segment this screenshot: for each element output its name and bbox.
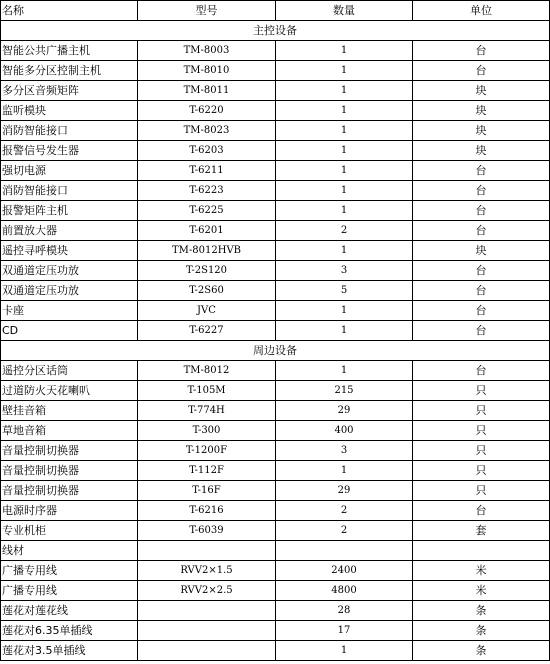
- cell-model: T-1200F: [138, 441, 276, 461]
- cell-name: 双通道定压功放: [1, 261, 138, 281]
- cell-model: RVV2×2.5: [138, 581, 276, 601]
- table-row: [1, 41, 550, 61]
- cell-qty: 2: [276, 521, 413, 541]
- table-row: [1, 101, 550, 121]
- cell-name: 莲花对6.35单插线: [1, 621, 138, 641]
- cell-name: 电源时序器: [1, 501, 138, 521]
- cell-qty: 1: [276, 61, 413, 81]
- section-row: [1, 341, 550, 361]
- table-row: [1, 161, 550, 181]
- table-row: [1, 381, 550, 401]
- cell-model: T-112F: [138, 461, 276, 481]
- cell-unit: 台: [413, 321, 550, 341]
- cell-model: TM-8003: [138, 41, 276, 61]
- section-row: [1, 21, 550, 41]
- cell-model: [138, 541, 276, 561]
- cell-name: 报警矩阵主机: [1, 201, 138, 221]
- cell-qty: 1: [276, 141, 413, 161]
- cell-model: TM-8010: [138, 61, 276, 81]
- cell-name: 广播专用线: [1, 581, 138, 601]
- table-row: [1, 601, 550, 621]
- cell-qty: 1: [276, 101, 413, 121]
- cell-model: T-105M: [138, 381, 276, 401]
- cell-unit: 只: [413, 481, 550, 501]
- cell-unit: 台: [413, 41, 550, 61]
- cell-model: T-6211: [138, 161, 276, 181]
- cell-model: T-2S120: [138, 261, 276, 281]
- cell-unit: 条: [413, 601, 550, 621]
- cell-qty: 1: [276, 241, 413, 261]
- cell-qty: 17: [276, 621, 413, 641]
- cell-model: T-6227: [138, 321, 276, 341]
- cell-unit: 台: [413, 361, 550, 381]
- cell-unit: 块: [413, 81, 550, 101]
- table-row: [1, 581, 550, 601]
- cell-unit: 块: [413, 141, 550, 161]
- cell-qty: 1: [276, 301, 413, 321]
- table-row: [1, 441, 550, 461]
- table-row: [1, 181, 550, 201]
- cell-unit: 台: [413, 221, 550, 241]
- cell-name: 消防智能接口: [1, 181, 138, 201]
- table-row: [1, 521, 550, 541]
- cell-name: 遥控分区话筒: [1, 361, 138, 381]
- cell-name: 壁挂音箱: [1, 401, 138, 421]
- cell-qty: 1: [276, 181, 413, 201]
- cell-name: 音量控制切换器: [1, 441, 138, 461]
- cell-name: 强切电源: [1, 161, 138, 181]
- cell-qty: 215: [276, 381, 413, 401]
- table-row: [1, 121, 550, 141]
- section-title: 周边设备: [1, 341, 550, 361]
- header-qty: 数量: [276, 1, 413, 21]
- cell-name: CD: [1, 321, 138, 341]
- cell-model: [138, 641, 276, 661]
- cell-model: T-2S60: [138, 281, 276, 301]
- table-row: [1, 261, 550, 281]
- table-row: [1, 641, 550, 661]
- cell-model: T-6225: [138, 201, 276, 221]
- cell-unit: 条: [413, 641, 550, 661]
- cell-qty: 1: [276, 161, 413, 181]
- cell-unit: 米: [413, 561, 550, 581]
- header-name: 名称: [1, 1, 138, 21]
- cell-unit: 台: [413, 181, 550, 201]
- cell-qty: 1: [276, 321, 413, 341]
- cell-name: 音量控制切换器: [1, 461, 138, 481]
- cell-qty: 1: [276, 641, 413, 661]
- cell-name: 多分区音频矩阵: [1, 81, 138, 101]
- cell-qty: 2: [276, 221, 413, 241]
- cell-name: 广播专用线: [1, 561, 138, 581]
- cell-qty: 400: [276, 421, 413, 441]
- cell-name: 音量控制切换器: [1, 481, 138, 501]
- table-row: [1, 321, 550, 341]
- cell-model: T-16F: [138, 481, 276, 501]
- table-row: [1, 201, 550, 221]
- header-row: [1, 1, 550, 21]
- cell-model: RVV2×1.5: [138, 561, 276, 581]
- cell-name: 草地音箱: [1, 421, 138, 441]
- header-model: 型号: [138, 1, 276, 21]
- cell-unit: [413, 541, 550, 561]
- cell-unit: 只: [413, 441, 550, 461]
- cell-name: 线材: [1, 541, 138, 561]
- cell-name: 报警信号发生器: [1, 141, 138, 161]
- cell-unit: 台: [413, 261, 550, 281]
- cell-model: T-6203: [138, 141, 276, 161]
- cell-model: T-6039: [138, 521, 276, 541]
- cell-model: [138, 601, 276, 621]
- table-row: [1, 461, 550, 481]
- table-row: [1, 221, 550, 241]
- cell-qty: 1: [276, 81, 413, 101]
- table-row: [1, 541, 550, 561]
- cell-model: T-300: [138, 421, 276, 441]
- cell-model: T-6201: [138, 221, 276, 241]
- cell-name: 前置放大器: [1, 221, 138, 241]
- cell-qty: 2400: [276, 561, 413, 581]
- cell-unit: 块: [413, 241, 550, 261]
- cell-name: 过道防火天花喇叭: [1, 381, 138, 401]
- table-row: [1, 61, 550, 81]
- cell-unit: 台: [413, 201, 550, 221]
- table-row: [1, 421, 550, 441]
- table-row: [1, 281, 550, 301]
- cell-qty: 1: [276, 201, 413, 221]
- cell-unit: 条: [413, 621, 550, 641]
- cell-unit: 只: [413, 461, 550, 481]
- cell-qty: 4800: [276, 581, 413, 601]
- cell-name: 莲花对3.5单插线: [1, 641, 138, 661]
- cell-qty: 28: [276, 601, 413, 621]
- cell-unit: 台: [413, 501, 550, 521]
- cell-qty: 5: [276, 281, 413, 301]
- table-body: [1, 1, 550, 661]
- cell-unit: 套: [413, 521, 550, 541]
- table-row: [1, 401, 550, 421]
- cell-name: 遥控寻呼模块: [1, 241, 138, 261]
- cell-model: T-6220: [138, 101, 276, 121]
- table-row: [1, 621, 550, 641]
- cell-qty: [276, 541, 413, 561]
- table-row: [1, 141, 550, 161]
- table-row: [1, 301, 550, 321]
- table-row: [1, 361, 550, 381]
- table-row: [1, 241, 550, 261]
- cell-model: T-6216: [138, 501, 276, 521]
- cell-qty: 3: [276, 261, 413, 281]
- section-title: 主控设备: [1, 21, 550, 41]
- cell-name: 双通道定压功放: [1, 281, 138, 301]
- cell-name: 智能公共广播主机: [1, 41, 138, 61]
- cell-unit: 台: [413, 281, 550, 301]
- cell-unit: 块: [413, 101, 550, 121]
- cell-name: 监听模块: [1, 101, 138, 121]
- cell-model: JVC: [138, 301, 276, 321]
- table-row: [1, 481, 550, 501]
- cell-unit: 米: [413, 581, 550, 601]
- cell-qty: 3: [276, 441, 413, 461]
- cell-qty: 2: [276, 501, 413, 521]
- header-unit: 单位: [413, 1, 550, 21]
- cell-qty: 29: [276, 481, 413, 501]
- cell-model: TM-8023: [138, 121, 276, 141]
- cell-unit: 块: [413, 121, 550, 141]
- table-row: [1, 81, 550, 101]
- cell-unit: 只: [413, 401, 550, 421]
- cell-model: T-6223: [138, 181, 276, 201]
- cell-model: TM-8011: [138, 81, 276, 101]
- cell-model: TM-8012: [138, 361, 276, 381]
- cell-qty: 1: [276, 41, 413, 61]
- table-row: [1, 501, 550, 521]
- cell-model: T-774H: [138, 401, 276, 421]
- cell-qty: 29: [276, 401, 413, 421]
- cell-name: 智能多分区控制主机: [1, 61, 138, 81]
- cell-unit: 台: [413, 161, 550, 181]
- cell-name: 消防智能接口: [1, 121, 138, 141]
- cell-unit: 台: [413, 61, 550, 81]
- cell-qty: 1: [276, 361, 413, 381]
- cell-model: [138, 621, 276, 641]
- cell-model: TM-8012HVB: [138, 241, 276, 261]
- table-row: [1, 561, 550, 581]
- cell-unit: 台: [413, 301, 550, 321]
- cell-name: 专业机柜: [1, 521, 138, 541]
- cell-unit: 只: [413, 381, 550, 401]
- cell-name: 卡座: [1, 301, 138, 321]
- cell-qty: 1: [276, 461, 413, 481]
- cell-unit: 只: [413, 421, 550, 441]
- cell-qty: 1: [276, 121, 413, 141]
- cell-name: 莲花对莲花线: [1, 601, 138, 621]
